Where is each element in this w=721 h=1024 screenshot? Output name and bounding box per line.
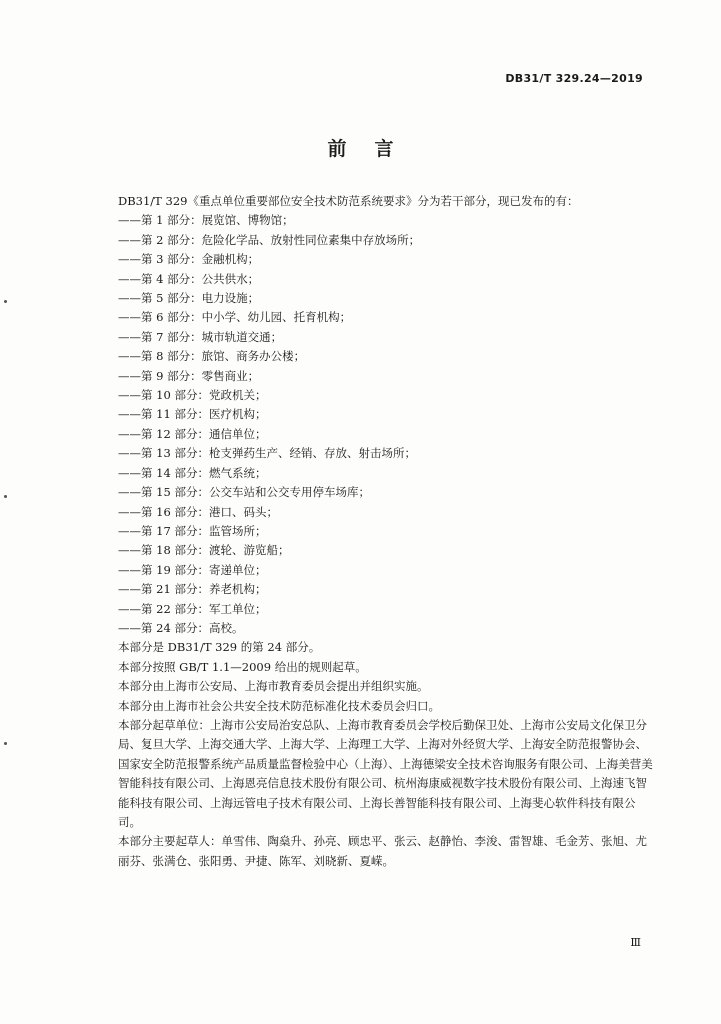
part-list-item: ——第 22 部分：军工单位； — [118, 601, 267, 616]
part-list-item: ——第 1 部分：展览馆、博物馆； — [118, 213, 294, 228]
drafting-units-text: 上海市公安局治安总队、上海市教育委员会学校后勤保卫处、上海市公安局文化保卫分局、复旦大学、上海交通大学、上海大学、上海理工大学、上海对外经贸大学、上海安全防范报警协会、国家安全防范报警系统产品质量监督检验中心（上海）、上海德梁安全技术咨询服务有限公司、上海美营美智能科技有限公司、上海恩亮信息技术股份有限公司、杭州海康威视数字技术股份有限公司、上海速飞智能科技有限公司、上海远管电子技术有限公司、上海长善智能科技有限公司、上海斐心软件科技有限公司。 — [118, 717, 653, 829]
part-list-item: ——第 24 部分：高校。 — [118, 620, 244, 635]
drafting-units-paragraph — [118, 716, 658, 832]
foreword-body — [118, 192, 658, 871]
part-list-item: ——第 2 部分：危险化学品、放射性同位素集中存放场所； — [118, 232, 421, 247]
part-list-item: ——第 7 部分：城市轨道交通； — [118, 329, 283, 344]
statement-line: 本部分按照 GB/T 1.1—2009 给出的规则起草。 — [118, 659, 367, 674]
page-number: Ⅲ — [630, 936, 641, 949]
drafters-paragraph — [118, 832, 658, 871]
part-list-item: ——第 18 部分：渡轮、游览船； — [118, 543, 290, 558]
part-list-item: ——第 13 部分：枪支弹药生产、经销、存放、射击场所； — [118, 446, 416, 461]
part-list-item: ——第 8 部分：旅馆、商务办公楼； — [118, 349, 306, 364]
document-code: DB31/T 329.24—2019 — [505, 72, 643, 85]
part-list-item: ——第 17 部分：监管场所； — [118, 523, 267, 538]
part-list-item: ——第 19 部分：寄递单位； — [118, 562, 267, 577]
part-list-item: ——第 21 部分：养老机构； — [118, 582, 267, 597]
part-list-item: ——第 10 部分：党政机关； — [118, 388, 267, 403]
margin-dot — [4, 742, 7, 745]
part-list-item: ——第 15 部分：公交车站和公交专用停车场库； — [118, 485, 370, 500]
part-list-item: ——第 5 部分：电力设施； — [118, 291, 260, 306]
part-list-item: ——第 4 部分：公共供水； — [118, 271, 260, 286]
statement-line: 本部分是 DB31/T 329 的第 24 部分。 — [118, 640, 321, 655]
margin-dot — [4, 300, 7, 303]
drafters-label: 本部分主要起草人： — [118, 834, 222, 849]
drafters-text: 单雪伟、陶燊升、孙亮、顾忠平、张云、赵静怡、李浚、雷智雄、毛金芳、张旭、尤丽芬、张满仓、张阳勇、尹捷、陈军、刘晓新、夏嵘。 — [118, 834, 647, 868]
part-list-item: ——第 3 部分：金融机构； — [118, 252, 260, 267]
statement-line: 本部分由上海市公安局、上海市教育委员会提出并组织实施。 — [118, 679, 429, 694]
part-list-item: ——第 11 部分：医疗机构； — [118, 407, 267, 422]
part-list-item: ——第 12 部分：通信单位； — [118, 426, 267, 441]
margin-dot — [4, 495, 7, 498]
statement-line: 本部分由上海市社会公共安全技术防范标准化技术委员会归口。 — [118, 698, 440, 713]
part-list-item: ——第 6 部分：中小学、幼儿园、托育机构； — [118, 310, 352, 325]
part-list-item: ——第 9 部分：零售商业； — [118, 368, 260, 383]
part-list-item: ——第 14 部分：燃气系统； — [118, 465, 267, 480]
intro-paragraph: DB31/T 329《重点单位重要部位安全技术防范系统要求》分为若干部分，现已发布的有： — [118, 194, 579, 208]
drafting-units-label: 本部分起草单位： — [118, 717, 210, 732]
page-title: 前言 — [327, 138, 422, 160]
part-list-item: ——第 16 部分：港口、码头； — [118, 504, 278, 519]
